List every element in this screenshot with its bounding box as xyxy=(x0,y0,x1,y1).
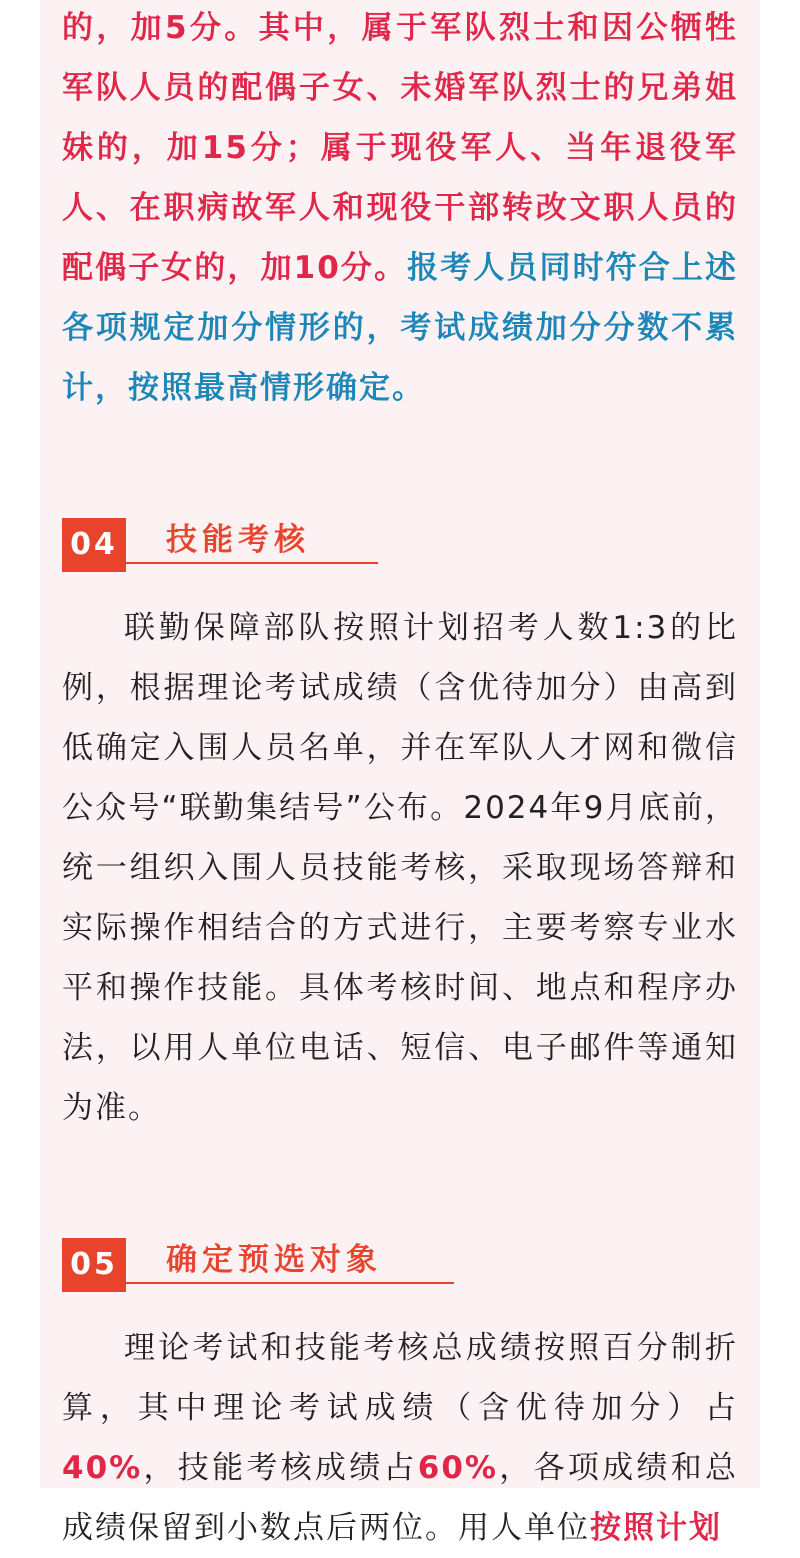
section-05-emphasis-plan: 按照计划 xyxy=(590,1510,722,1546)
section-05-underline xyxy=(126,1282,454,1284)
section-05-header xyxy=(62,1238,738,1298)
section-04-title: 技能考核 xyxy=(166,522,310,558)
section-05-title: 确定预选对象 xyxy=(166,1242,382,1278)
section-04-header xyxy=(62,518,738,578)
section-05-number: 05 xyxy=(62,1238,126,1292)
article-body xyxy=(62,0,738,1558)
bonus-points-red-text: 的，加5分。其中，属于军队烈士和因公牺牲军队人员的配偶子女、未婚军队烈士的兄弟姐妹的，加15分；属于现役军人、当年退役军人、在职病故军人和现役干部转改文职人员的配偶子女的，加10分。 xyxy=(62,10,738,286)
theory-weight-40: 40% xyxy=(62,1450,143,1486)
section-05-text-3: ，各项成绩和总成绩保留到小数点后两位。用人单位 xyxy=(62,1450,739,1546)
section-05-text-1: 理论考试和技能考核总成绩按照百分制折算，其中理论考试成绩（含优待加分）占 xyxy=(62,1330,738,1426)
section-04-number: 04 xyxy=(62,518,126,572)
section-05-paragraph xyxy=(62,1318,738,1558)
section-04-underline xyxy=(126,562,378,564)
section-05-text-2: ，技能考核成绩占 xyxy=(142,1450,418,1486)
bonus-points-blue-text: 报考人员同时符合上述各项规定加分情形的，考试成绩加分分数不累计，按照最高情形确定。 xyxy=(62,250,739,406)
section-04-paragraph: 联勤保障部队按照计划招考人数1:3的比例，根据理论考试成绩（含优待加分）由高到低确定入围人员名单，并在军队人才网和微信公众号“联勤集结号”公布。2024年9月底前，统一组织入围人员技能考核，采取现场答辩和实际操作相结合的方式进行，主要考察专业水平和操作技能。具体考核时间、地点和程序办法，以用人单位电话、短信、电子邮件等通知为准。 xyxy=(62,610,738,1126)
bonus-points-paragraph xyxy=(62,0,738,418)
skill-weight-60: 60% xyxy=(417,1450,498,1486)
